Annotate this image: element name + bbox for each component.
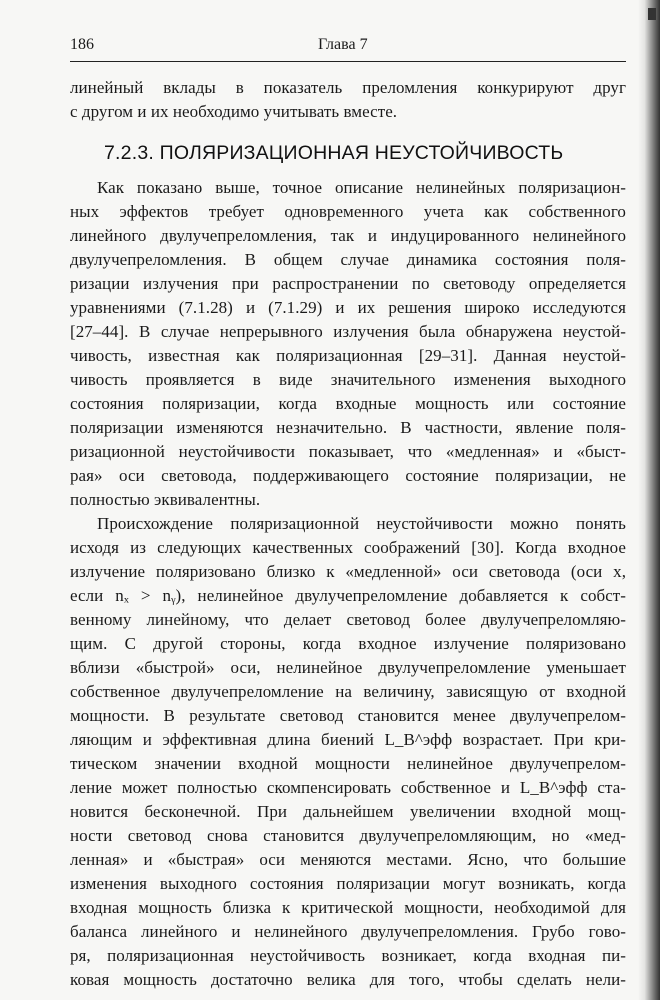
text-line: изменения выходного состояния поляризации могут возникать, когда bbox=[70, 874, 626, 893]
text-line: баланса линейного и нелинейного двулучепреломления. Грубо гово- bbox=[70, 922, 626, 941]
text-line: рая» оси световода, поддерживающего состояние поляризации, не bbox=[70, 466, 626, 485]
text-line: новится бесконечной. При дальнейшем увеличении входной мощ- bbox=[70, 802, 626, 821]
chapter-title: Глава 7 bbox=[318, 36, 368, 53]
text-line: ря, поляризационная неустойчивость возникает, когда входная пи- bbox=[70, 946, 626, 965]
text-line: щим. С другой стороны, когда входное излучение поляризовано bbox=[70, 634, 626, 653]
text-line: ризационной неустойчивости показывает, что «медленная» и «быст- bbox=[70, 442, 626, 461]
text-line: Как показано выше, точное описание нелинейных поляризацион- bbox=[97, 178, 626, 197]
text-line: линейного двулучепреломления, так и индуцированного нелинейного bbox=[70, 226, 626, 245]
text-line: ляющим и эффективная длина биений L_B^эфф возрастает. При кри- bbox=[70, 730, 626, 749]
text-line: уравнениями (7.1.28) и (7.1.29) и их решения широко исследуются bbox=[70, 298, 626, 317]
page-edge-mark bbox=[648, 8, 656, 20]
text-line: полностью эквивалентны. bbox=[70, 490, 261, 509]
text-line: тическом значении входной мощности нелинейное двулучепрелом- bbox=[70, 754, 626, 773]
text-line: ковая мощность достаточно велика для того, чтобы сделать нели- bbox=[70, 970, 626, 989]
page-edge-shadow bbox=[638, 0, 660, 1000]
text-line: чивость проявляется в виде значительного изменения выходного bbox=[70, 370, 626, 389]
text-line: линейный вклады в показатель преломления конкурируют друг bbox=[70, 78, 626, 97]
text-line: если nₓ > nᵧ), нелинейное двулучепреломление добавляется к собст- bbox=[70, 586, 626, 605]
text-line: состояния поляризации, когда входные мощность или состояние bbox=[70, 394, 626, 413]
text-line: входная мощность близка к критической мощности, необходимой для bbox=[70, 898, 626, 917]
text-line: излучение поляризовано близко к «медленной» оси световода (оси x, bbox=[70, 562, 626, 581]
text-line: поляризации изменяются незначительно. В частности, явление поля- bbox=[70, 418, 626, 437]
text-line: Происхождение поляризационной неустойчивости можно понять bbox=[97, 514, 626, 533]
text-line: ных эффектов требует одновременного учета как собственного bbox=[70, 202, 626, 221]
running-head bbox=[70, 36, 600, 58]
section-heading: 7.2.3. ПОЛЯРИЗАЦИОННАЯ НЕУСТОЙЧИВОСТЬ bbox=[104, 142, 564, 164]
text-line: ленная» и «быстрая» оси меняются местами. Ясно, что большие bbox=[70, 850, 626, 869]
page-number: 186 bbox=[70, 36, 94, 53]
text-line: двулучепреломления. В общем случае динамика состояния поля- bbox=[70, 250, 626, 269]
text-line: вблизи «быстрой» оси, нелинейное двулучепреломление уменьшает bbox=[70, 658, 626, 677]
header-rule bbox=[70, 61, 626, 62]
text-line: [27–44]. В случае непрерывного излучения была обнаружена неустой- bbox=[70, 322, 626, 341]
text-line: собственное двулучепреломление на величину, зависящую от входной bbox=[70, 682, 626, 701]
text-line: ности световод снова становится двулучепреломляющим, но «мед- bbox=[70, 826, 626, 845]
text-line: ризации излучения при распространении по световоду определяется bbox=[70, 274, 626, 293]
text-line: с другом и их необходимо учитывать вместе. bbox=[70, 102, 398, 121]
text-line: ление может полностью скомпенсировать собственное и L_B^эфф ста- bbox=[70, 778, 626, 797]
text-line: исходя из следующих качественных соображений [30]. Когда входное bbox=[70, 538, 626, 557]
text-line: мощности. В результате световод становится менее двулучепрелом- bbox=[70, 706, 626, 725]
text-line: венному линейному, что делает световод более двулучепреломляю- bbox=[70, 610, 626, 629]
text-line: чивость, известная как поляризационная [29–31]. Данная неустой- bbox=[70, 346, 626, 365]
